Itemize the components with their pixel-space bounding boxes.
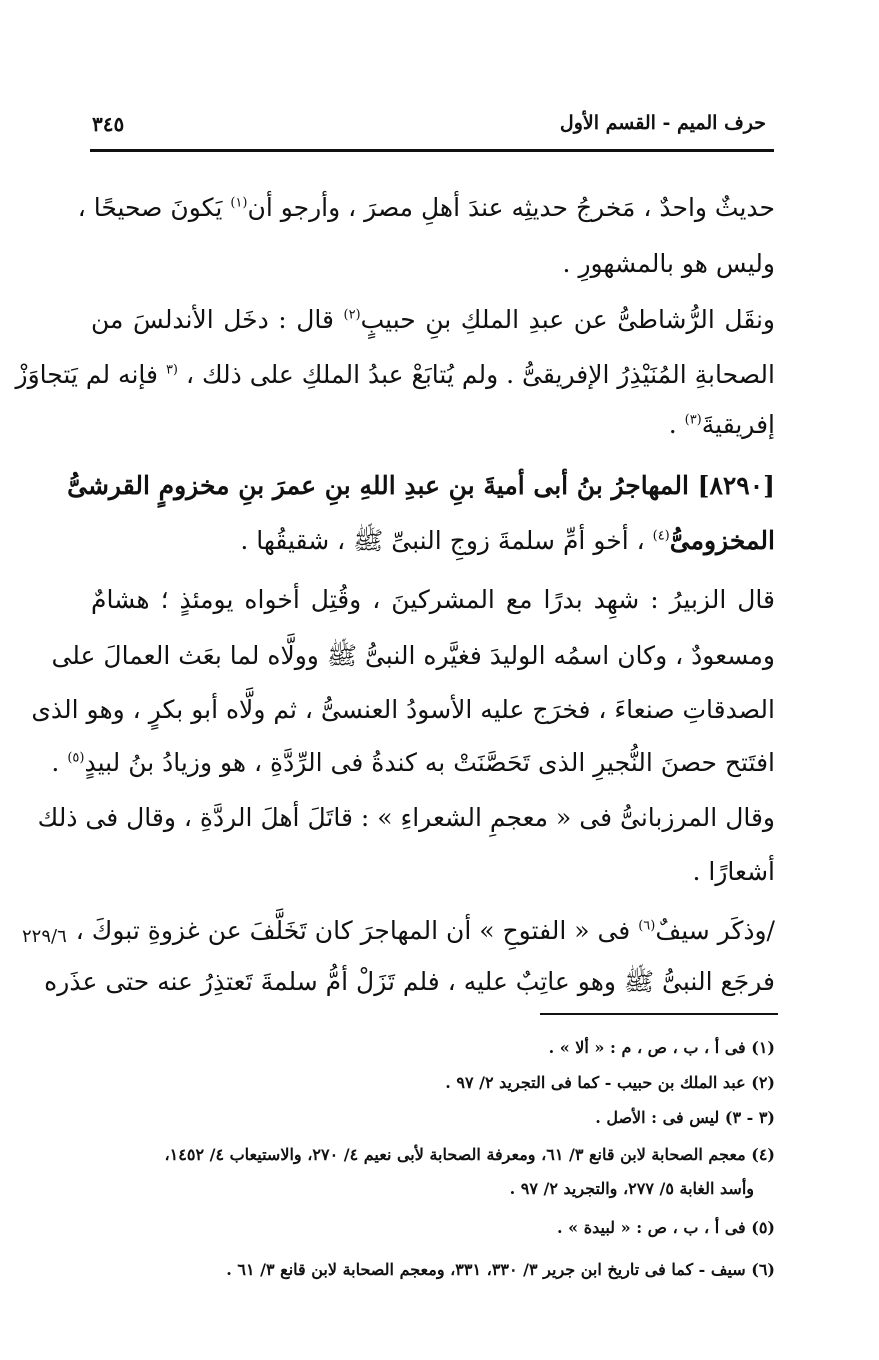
text-run: حديثٌ واحدٌ ، مَخرجُ حديثِه عندَ أهلِ مصرَ ، وأرجو أن (247, 193, 775, 222)
footnote-marker: (٥) (67, 750, 85, 766)
text-line: ومسعودٌ ، وكان اسمُه الوليدَ فغيَّره النبىُّ ﷺ وولَّاه لما بعَث العمالَ على (51, 641, 775, 670)
footnote-marker: (٦) (638, 918, 656, 934)
footnote: (٦) سيف - كما فى تاريخ ابن جرير ٣/ ٣٣٠، ٣٣١، ومعجم الصحابة لابن قانع ٣/ ٦١ . (226, 1260, 775, 1279)
page-number: ٣٤٥ (92, 112, 125, 136)
footnote: (١) فى أ ، ب ، ص ، م : « ألا » . (548, 1038, 775, 1057)
footnote: (٢) عبد الملك بن حبيب - كما فى التجريد ٢/ ٩٧ . (445, 1073, 775, 1092)
margin-volume-reference: ٢٢٩/٦ (22, 926, 67, 947)
text-run: . (51, 748, 68, 777)
footnote-marker: (٣) (684, 412, 702, 428)
text-line: وليس هو بالمشهورِ . (562, 249, 775, 278)
entry-name: المخزومىُّ (669, 526, 775, 555)
footnote-marker: (٢) (343, 307, 361, 323)
text-line: وقال المرزبانىُّ فى « معجمِ الشعراءِ » : قاتَلَ أهلَ الردَّةِ ، وقال فى ذلك (37, 803, 775, 832)
text-line: فرجَع النبىُّ ﷺ وهو عاتِبٌ عليه ، فلم تَزَلْ أمُّ سلمةَ تَعتذِرُ عنه حتى عذَره (44, 967, 775, 996)
footnote-divider (540, 1013, 778, 1015)
footnote: (٣ - ٣) ليس فى : الأصل . (595, 1108, 775, 1127)
text-run: فى « الفتوحِ » أن المهاجرَ كان تَخَلَّفَ عن غزوةِ تبوكَ ، (75, 916, 639, 945)
text-run: قال : دخَل الأندلسَ من (91, 305, 344, 334)
footnote-marker: (٤) (652, 528, 670, 544)
text-line (15, 355, 775, 395)
text-run: فإنه لم يَتجاوَزْ (15, 360, 166, 389)
running-header (92, 112, 772, 146)
text-line (75, 911, 775, 951)
text-line (91, 300, 775, 340)
text-run: افتَتح حصنَ النُّجيرِ الذى تَحَصَّنَتْ به كندةُ فى الرِّدَّةِ ، هو وزيادُ بنُ لبيدٍ (84, 748, 775, 777)
text-run: يَكونَ صحيحًا ، (77, 193, 231, 222)
footnote-continuation: وأسد الغابة ٥/ ٢٧٧، والتجريد ٢/ ٩٧ . (509, 1179, 754, 1198)
text-line (51, 743, 775, 783)
text-line (91, 405, 775, 445)
text-run: إفريقيةَ (701, 410, 775, 439)
text-run: ، أخو أمِّ سلمةَ زوجِ النبىِّ ﷺ ، شقيقُها . (240, 526, 653, 555)
entry-heading: [٨٢٩٠] المهاجرُ بنُ أبى أميةَ بنِ عبدِ اللهِ بنِ عمرَ بنِ مخزومٍ القرشىُّ (67, 471, 775, 500)
footnote-marker: (٣ (165, 362, 178, 378)
text-run: . (668, 410, 685, 439)
header-divider (90, 149, 774, 152)
text-line: الصدقاتِ صنعاءَ ، فخرَج عليه الأسودُ العنسىُّ ، ثم ولَّاه أبو بكرٍ ، وهو الذى (31, 695, 775, 724)
text-line: أشعارًا . (692, 857, 775, 886)
text-line (91, 521, 775, 561)
text-run: /وذكَر سيفٌ (655, 916, 775, 945)
footnote: (٤) معجم الصحابة لابن قانع ٣/ ٦١، ومعرفة الصحابة لأبى نعيم ٤/ ٢٧٠، والاستيعاب ٤/ ١٤٥٢، (164, 1145, 775, 1164)
text-run: الصحابةِ المُنَيْذِرُ الإفريقىُّ . ولم يُتابَعْ عبدُ الملكِ على ذلك ، (178, 360, 775, 389)
footnote-marker: (١) (230, 195, 248, 211)
text-run: ونقَل الرُّشاطىُّ عن عبدِ الملكِ بنِ حبيبٍ (360, 305, 775, 334)
text-line: قال الزبيرُ : شهِد بدرًا مع المشركينَ ، وقُتِل أخواه يومئذٍ ؛ هشامٌ (91, 585, 775, 614)
text-line (77, 188, 775, 228)
footnote: (٥) فى أ ، ب ، ص : « لبيدة » . (557, 1218, 775, 1237)
entry-heading-line (67, 466, 775, 506)
page-title: حرف الميم - القسم الأول (559, 112, 766, 134)
